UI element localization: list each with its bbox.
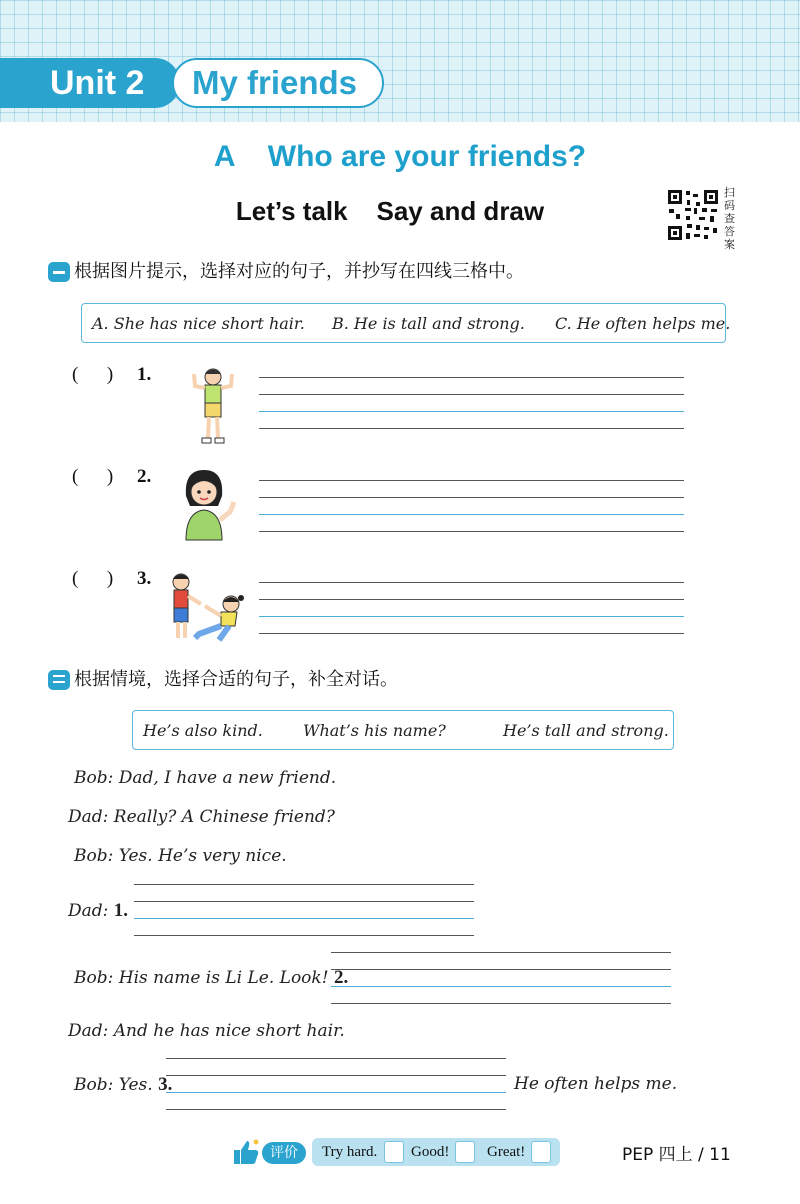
blank-number-2: 2.: [333, 967, 349, 988]
unit-title: My friends: [192, 64, 358, 101]
eval-option-great: Great!: [487, 1144, 526, 1160]
short-hair-girl-waving-icon: [178, 466, 238, 542]
choice-c: C. He often helps me.: [555, 313, 731, 333]
blank-number-3: 3.: [158, 1074, 173, 1095]
writing-lines-2[interactable]: [259, 480, 684, 532]
dialogue-line-3: Bob: Yes. He’s very nice.: [74, 846, 287, 866]
choice-tall: He’s tall and strong.: [503, 720, 669, 740]
lesson-subtitle: Let’s talk Say and draw: [235, 196, 545, 226]
eval-checkbox-great[interactable]: [531, 1141, 551, 1163]
dialogue-writing-lines-2[interactable]: [331, 952, 671, 1004]
choice-kind: He’s also kind.: [143, 720, 263, 740]
answer-blank-2[interactable]: ( ): [72, 466, 114, 487]
item-number-2: 2.: [137, 466, 152, 487]
eval-checkbox-try-hard[interactable]: [384, 1141, 404, 1163]
dialogue-writing-lines-3[interactable]: [166, 1058, 506, 1110]
page-number: PEP 四上 / 11: [622, 1145, 731, 1165]
blank-number-1: 1.: [113, 900, 129, 921]
part-one-badge: [48, 262, 70, 282]
part2-instruction: 根据情境，选择合适的句子，补全对话。: [48, 666, 398, 694]
writing-lines-1[interactable]: [259, 377, 684, 429]
section-title: A Who are your friends?: [213, 140, 587, 173]
evaluation-tag: 评价: [262, 1142, 306, 1164]
eval-option-good: Good!: [411, 1144, 450, 1160]
choice-name: What’s his name?: [303, 720, 446, 740]
part1-choice-box: [81, 303, 731, 343]
dialogue-line-1: Bob: Dad, I have a new friend.: [74, 768, 337, 788]
eval-option-try-hard: Try hard.: [322, 1144, 378, 1160]
part1-instruction: 根据图片提示，选择对应的句子，并抄写在四线三格中。: [48, 258, 524, 286]
choice-a: A. She has nice short hair.: [92, 313, 305, 333]
boy-helping-girl-icon: [165, 570, 247, 644]
answer-blank-3[interactable]: ( ): [72, 568, 114, 589]
dialogue-line-8: He often helps me.: [514, 1074, 678, 1094]
item-number-3: 3.: [137, 568, 152, 589]
dialogue-line-4: Dad: 1.: [68, 900, 129, 921]
dialogue-line-5: Bob: His name is Li Le. Look! 2.: [74, 967, 349, 988]
dialogue-line-6: Dad: And he has nice short hair.: [68, 1021, 345, 1041]
answer-blank-1[interactable]: ( ): [72, 364, 114, 385]
part-two-badge: [48, 670, 70, 690]
thumbs-up-icon: [232, 1138, 260, 1166]
unit-label: Unit 2: [50, 64, 145, 102]
dialogue-line-2: Dad: Really? A Chinese friend?: [68, 807, 335, 827]
choice-b: B. He is tall and strong.: [332, 313, 525, 333]
eval-checkbox-good[interactable]: [455, 1141, 475, 1163]
item-number-1: 1.: [137, 364, 152, 385]
writing-lines-3[interactable]: [259, 582, 684, 634]
dialogue-line-7: Bob: Yes. 3.: [74, 1074, 173, 1095]
tall-boy-flexing-icon: [190, 364, 236, 448]
dialogue-writing-lines-1[interactable]: [134, 884, 474, 936]
qr-code-icon[interactable]: [666, 188, 720, 242]
qr-caption: 扫 码 查 答 案: [724, 186, 735, 251]
part2-choice-box: [132, 710, 674, 750]
